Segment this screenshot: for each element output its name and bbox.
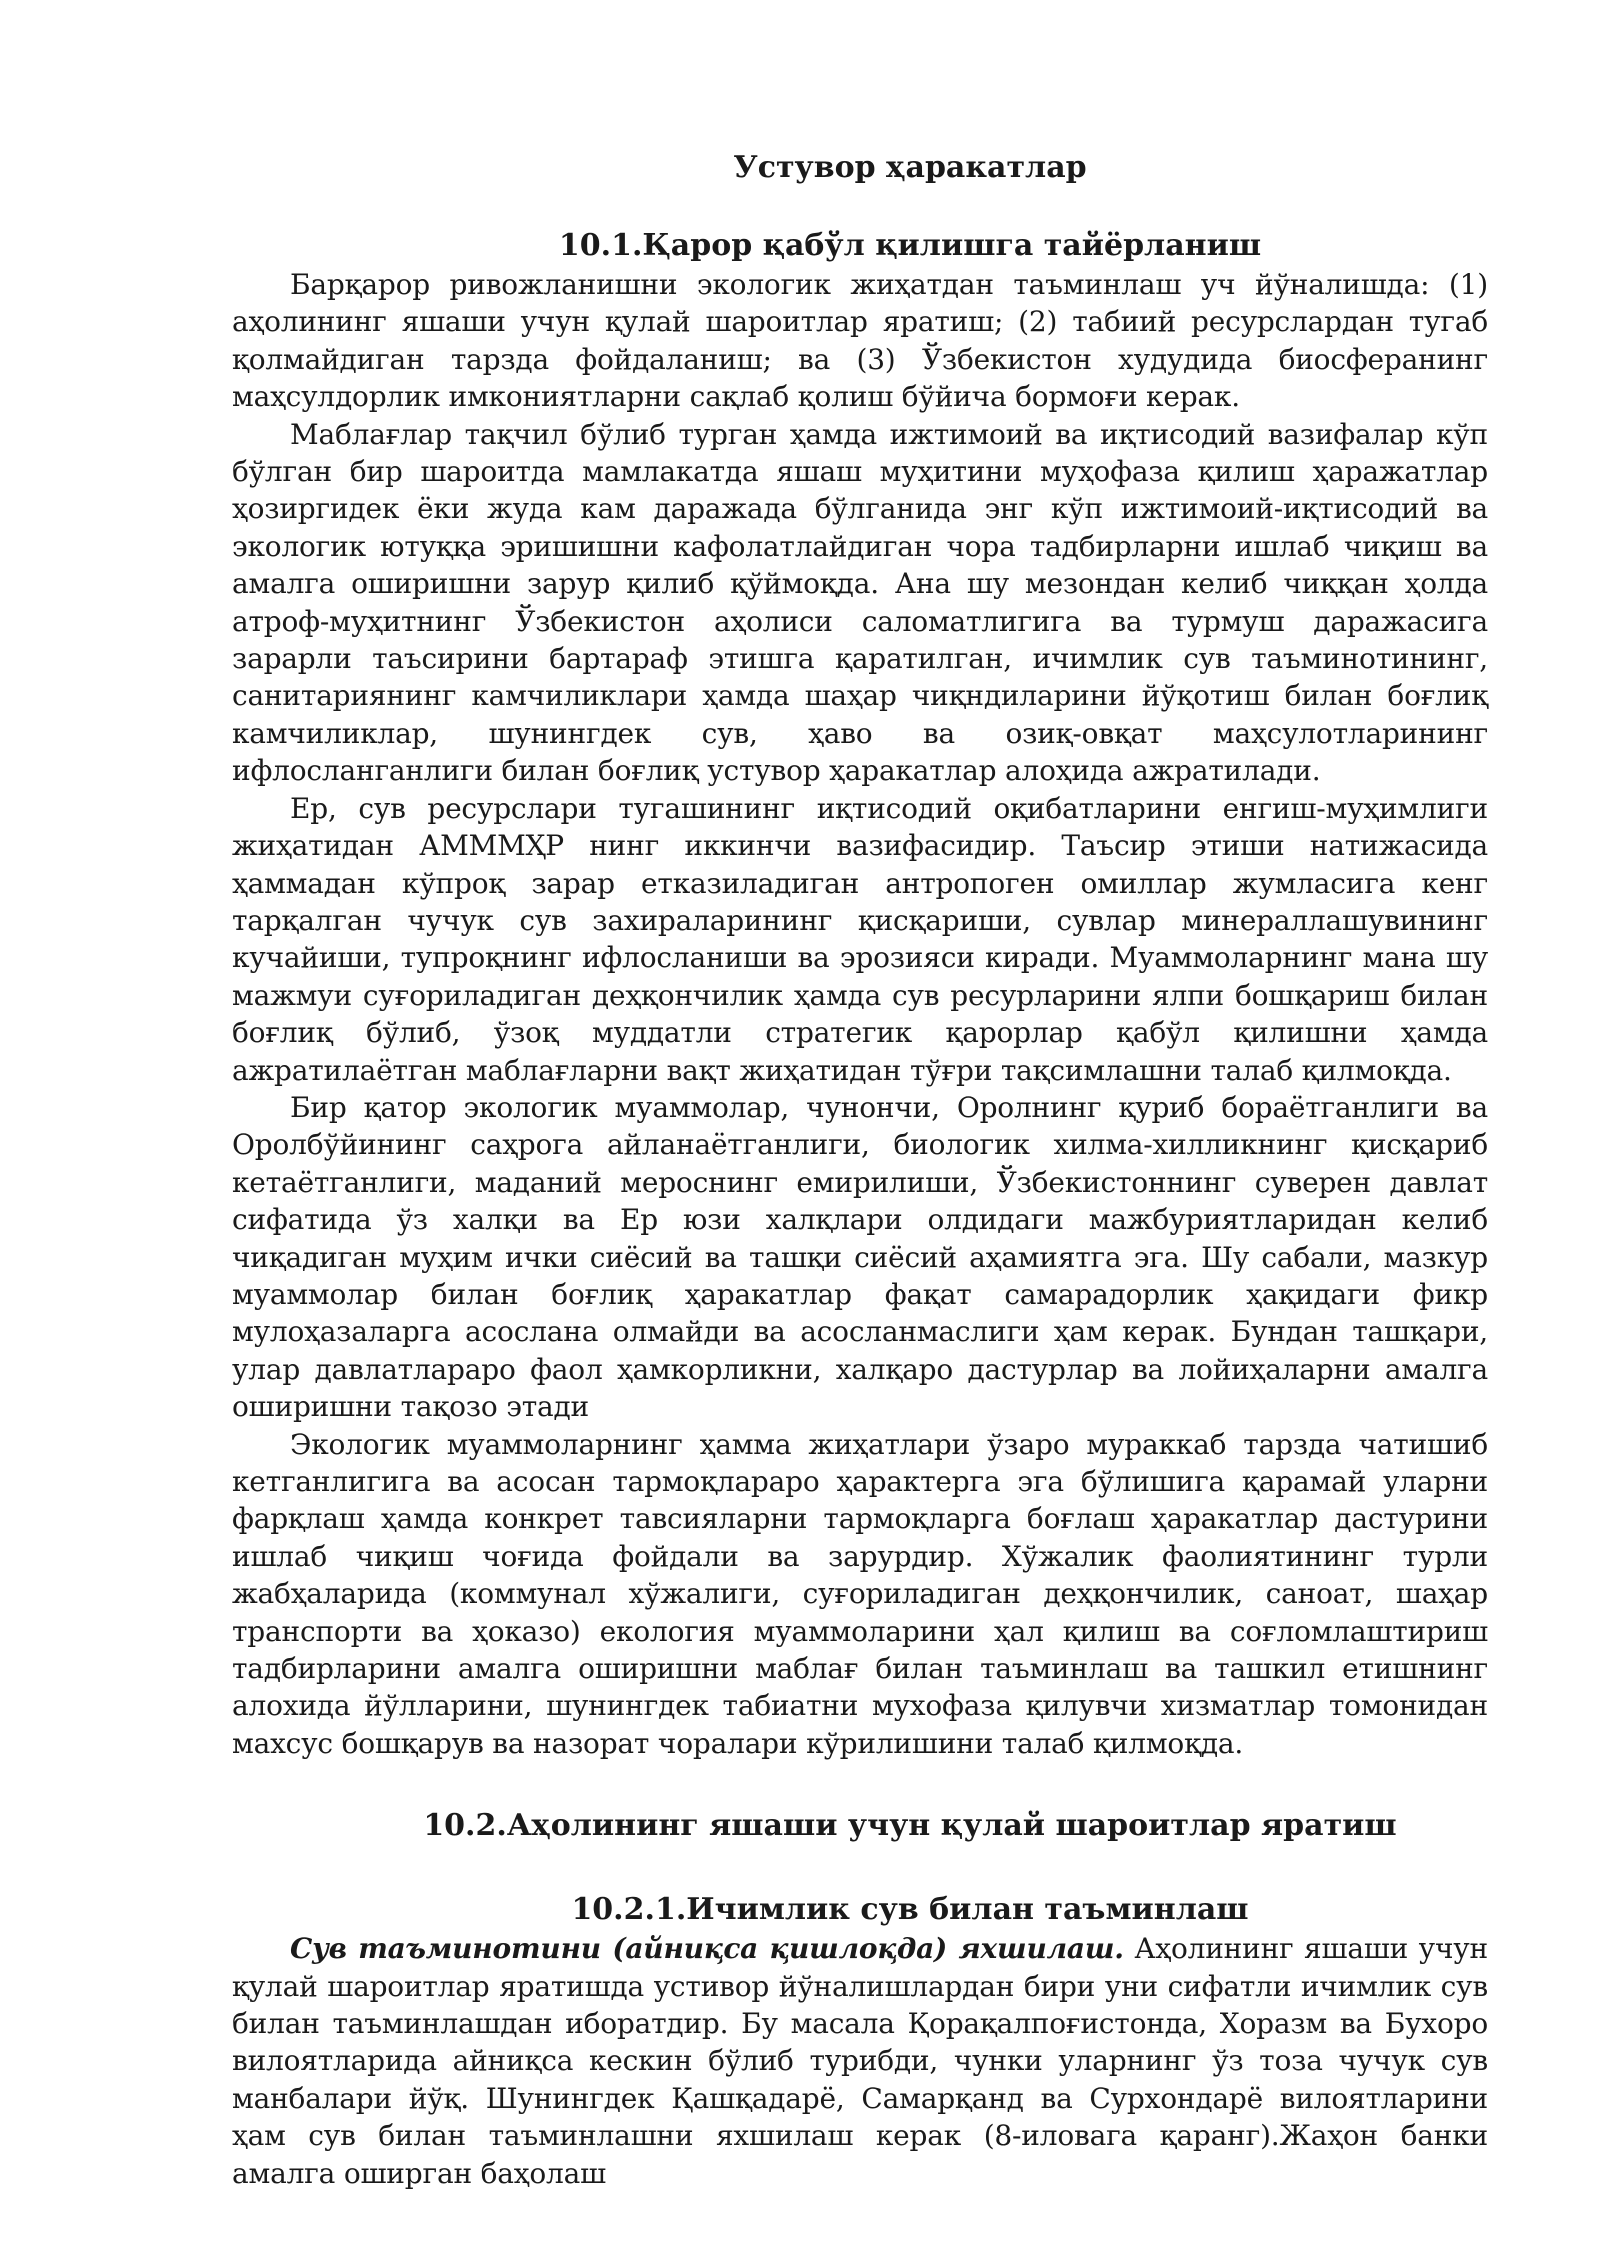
subsection-heading-10-2-1: 10.2.1.Ичимлик сув билан таъминлаш	[571, 1892, 1249, 1928]
paragraph-text: Аҳолининг яшаши учун қулай шароитлар яратишда устивор йўналишлардан бири уни сифатли ичимлик сув билан таъминлашдан иборатдир. Бу масала Қорақалпоғистонда, Хоразм ва Бухоро вилоятларида айниқса кескин бўлиб турибди, чунки уларнинг ўз тоза чучук сув манбалари йўқ. Шунингдек Қашқадарё, Самарқанд ва Сурхондарё вилоятларини ҳам сув билан таъминлашни яхшилаш керак (8-иловага қаранг).Жаҳон банки амалга оширган баҳолаш	[232, 1932, 1488, 2190]
paragraph: Экологик муаммоларнинг ҳамма жиҳатлари ўзаро мураккаб тарзда чатишиб кетганлигига ва асосан тармоқлараро ҳарактерга эга бўлишига қарамай уларни фарқлаш ҳамда конкрет тавсияларни тармоқларга боғлаш ҳаракатлар дастурини ишлаб чиқиш чоғида фойдали ва зарурдир. Хўжалик фаолиятининг турли жабҳаларида (коммунал хўжалиги, суғориладиган деҳқончилик, саноат, шаҳар транспорти ва ҳоказо) екология муаммоларини ҳал қилиш ва соғломлаштириш тадбирларини амалга оширишни маблағ билан таъминлаш ва ташкил етишнинг алохида йўлларини, шунингдек табиатни мухофаза қилувчи хизматлар томонидан махсус бошқарув ва назорат чоралари кўрилишини талаб қилмоқда.	[232, 1427, 1488, 1760]
paragraph: Ер, сув ресурслари тугашининг иқтисодий оқибатларини енгиш-муҳимлиги жиҳатидан АМММҲР нинг иккинчи вазифасидир. Таъсир этиши натижасида ҳаммадан кўпроқ зарар етказиладиган антропоген омиллар жумласига кенг тарқалган чучук сув захираларининг қисқариши, сувлар минераллашувининг кучайиши, тупроқнинг ифлосланиши ва эрозияси киради. Муаммоларнинг мана шу мажмуи суғориладиган деҳқончилик ҳамда сув ресурларини ялпи бошқариш билан боғлиқ бўлиб, ўзоқ муддатли стратегик қарорлар қабўл қилишни ҳамда ажратилаётган маблағларни вақт жиҳатидан тўғри тақсимлашни талаб қилмоқда.	[232, 791, 1488, 1087]
paragraph: Маблағлар тақчил бўлиб турган ҳамда ижтимоий ва иқтисодий вазифалар кўп бўлган бир шароитда мамлакатда яшаш муҳитини муҳофаза қилиш ҳаражатлар ҳозиргидек ёки жуда кам даражада бўлганида энг кўп ижтимоий-иқтисодий ва экологик ютуққа эришишни кафолатлайдиган чора тадбирларни ишлаб чиқиш ва амалга оширишни зарур қилиб қўймоқда. Ана шу мезондан келиб чиққан ҳолда атроф-муҳитнинг Ўзбекистон аҳолиси саломатлигига ва турмуш даражасига зарарли таъсирини бартараф этишга қаратилган, ичимлик сув таъминотининг, санитариянинг камчиликлари ҳамда шаҳар чиқндиларини йўқотиш билан боғлиқ камчиликлар, шунингдек сув, ҳаво ва озиқ-овқат маҳсулотларининг ифлосланганлиги билан боғлиқ устувор ҳаракатлар алоҳида ажратилади.	[232, 417, 1488, 788]
section-heading-10-1: 10.1.Қарор қабўл қилишга тайёрланиш	[558, 228, 1262, 263]
document-page	[232, 148, 1488, 2192]
paragraph: Барқарор ривожланишни экологик жиҳатдан таъминлаш уч йўналишда: (1) аҳолининг яшаши учун қулай шароитлар яратиш; (2) табиий ресурслардан тугаб қолмайдиган тарзда фойдаланиш; ва (3) Ўзбекистон худудида биосферанинг маҳсулдорлик имкониятларни сақлаб қолиш бўйича бормоғи керак.	[232, 268, 1488, 414]
paragraph-lead: Сув таъминотини (айниқса қишлоқда) яхшилаш.	[290, 1932, 1124, 1966]
document-title: Устувор ҳаракатлар	[733, 150, 1087, 185]
paragraph: Бир қатор экологик муаммолар, чунончи, Оролнинг қуриб бораётганлиги ва Оролбўйининг саҳрога айланаётганлиги, биологик хилма-хилликнинг қисқариб кетаётганлиги, маданий мероснинг емирилиши, Ўзбекистоннинг суверен давлат сифатида ўз халқи ва Ер юзи халқлари олдидаги мажбуриятларидан келиб чиқадиган муҳим ички сиёсий ва ташқи сиёсий аҳамиятга эга. Шу сабали, мазкур муаммолар билан боғлиқ ҳаракатлар фақат самарадорлик ҳақидаги фикр мулоҳазаларга асослана олмайди ва асосланмаслиги ҳам керак. Бундан ташқари, улар давлатлараро фаол ҳамкорликни, халқаро дастурлар ва лойиҳаларни амалга оширишни тақозо этади	[232, 1090, 1488, 1424]
paragraph	[232, 1930, 1488, 2192]
section-heading-10-2: 10.2.Аҳолининг яшаши учун қулай шароитлар яратиш	[423, 1808, 1397, 1844]
